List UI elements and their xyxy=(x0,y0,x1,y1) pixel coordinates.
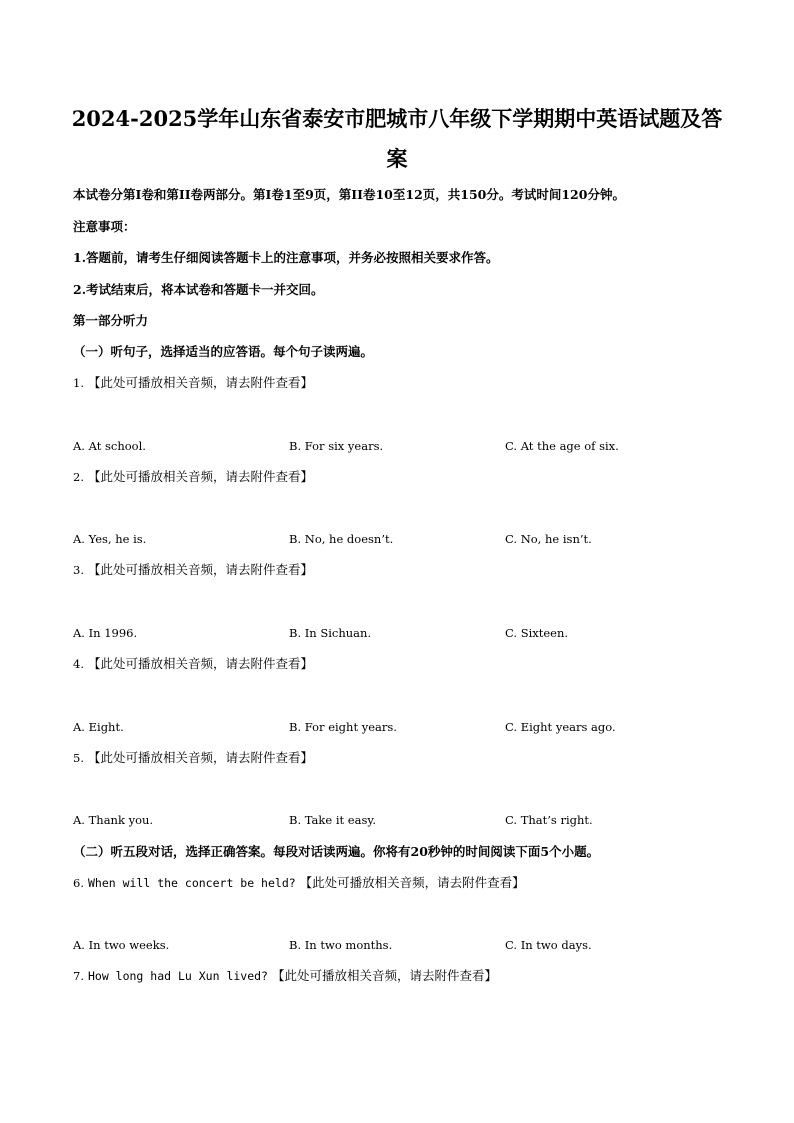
question-4 xyxy=(73,655,313,673)
question-1-option-c: C. At the age of six. xyxy=(505,439,619,453)
audio-note: 【此处可播放相关音频，请去附件查看】 xyxy=(271,968,497,983)
question-5-option-b: B. Take it easy. xyxy=(289,813,376,827)
question-4-option-b: B. For eight years. xyxy=(289,720,397,734)
question-number: 1. xyxy=(73,376,84,390)
audio-note: 【此处可播放相关音频，请去附件查看】 xyxy=(87,562,313,577)
audio-note: 【此处可播放相关音频，请去附件查看】 xyxy=(87,656,313,671)
exam-intro: 本试卷分第I卷和第II卷两部分。第I卷1至9页，第II卷10至12页，共150分。考试时间120分钟。 xyxy=(73,187,625,202)
question-6 xyxy=(73,874,525,892)
question-4-option-a: A. Eight. xyxy=(73,720,124,734)
question-number: 3. xyxy=(73,563,84,577)
part-1-heading: 第一部分听力 xyxy=(73,313,149,328)
question-2-option-b: B. No, he doesn’t. xyxy=(289,532,394,546)
question-6-option-b: B. In two months. xyxy=(289,938,393,952)
question-number: 5. xyxy=(73,751,84,765)
question-5-option-c: C. That’s right. xyxy=(505,813,593,827)
section-2-heading: （二）听五段对话，选择正确答案。每段对话读两遍。你将有20秒钟的时间阅读下面5个小题。 xyxy=(73,844,600,859)
question-3-option-a: A. In 1996. xyxy=(73,626,138,640)
document-title-line-1: 2024-2025学年山东省泰安市肥城市八年级下学期期中英语试题及答 xyxy=(71,106,723,131)
question-3-option-c: C. Sixteen. xyxy=(505,626,569,640)
question-number: 7. xyxy=(73,969,84,983)
question-number: 6. xyxy=(73,876,84,890)
question-1 xyxy=(73,374,313,392)
question-2-option-c: C. No, he isn’t. xyxy=(505,532,592,546)
question-1-option-a: A. At school. xyxy=(73,439,146,453)
question-4-option-c: C. Eight years ago. xyxy=(505,720,616,734)
audio-note: 【此处可播放相关音频，请去附件查看】 xyxy=(87,469,313,484)
notice-item-2: 2.考试结束后，将本试卷和答题卡一并交回。 xyxy=(73,282,324,297)
question-1-option-b: B. For six years. xyxy=(289,439,384,453)
question-7 xyxy=(73,967,497,985)
question-number: 2. xyxy=(73,470,84,484)
question-5 xyxy=(73,749,313,767)
question-6-option-c: C. In two days. xyxy=(505,938,592,952)
audio-note: 【此处可播放相关音频，请去附件查看】 xyxy=(299,875,525,890)
notice-heading: 注意事项： xyxy=(73,219,136,234)
document-title-line-2: 案 xyxy=(386,146,408,171)
audio-note: 【此处可播放相关音频，请去附件查看】 xyxy=(87,375,313,390)
question-2 xyxy=(73,468,313,486)
question-6-option-a: A. In two weeks. xyxy=(73,938,170,952)
audio-note: 【此处可播放相关音频，请去附件查看】 xyxy=(87,750,313,765)
question-text: How long had Lu Xun lived? xyxy=(87,969,268,983)
question-3-option-b: B. In Sichuan. xyxy=(289,626,372,640)
notice-item-1: 1.答题前，请考生仔细阅读答题卡上的注意事项，并务必按照相关要求作答。 xyxy=(73,250,499,265)
section-1-heading: （一）听句子，选择适当的应答语。每个句子读两遍。 xyxy=(73,344,374,359)
question-3 xyxy=(73,561,313,579)
question-number: 4. xyxy=(73,657,84,671)
question-5-option-a: A. Thank you. xyxy=(73,813,154,827)
question-text: When will the concert be held? xyxy=(87,876,296,890)
question-2-option-a: A. Yes, he is. xyxy=(73,532,147,546)
